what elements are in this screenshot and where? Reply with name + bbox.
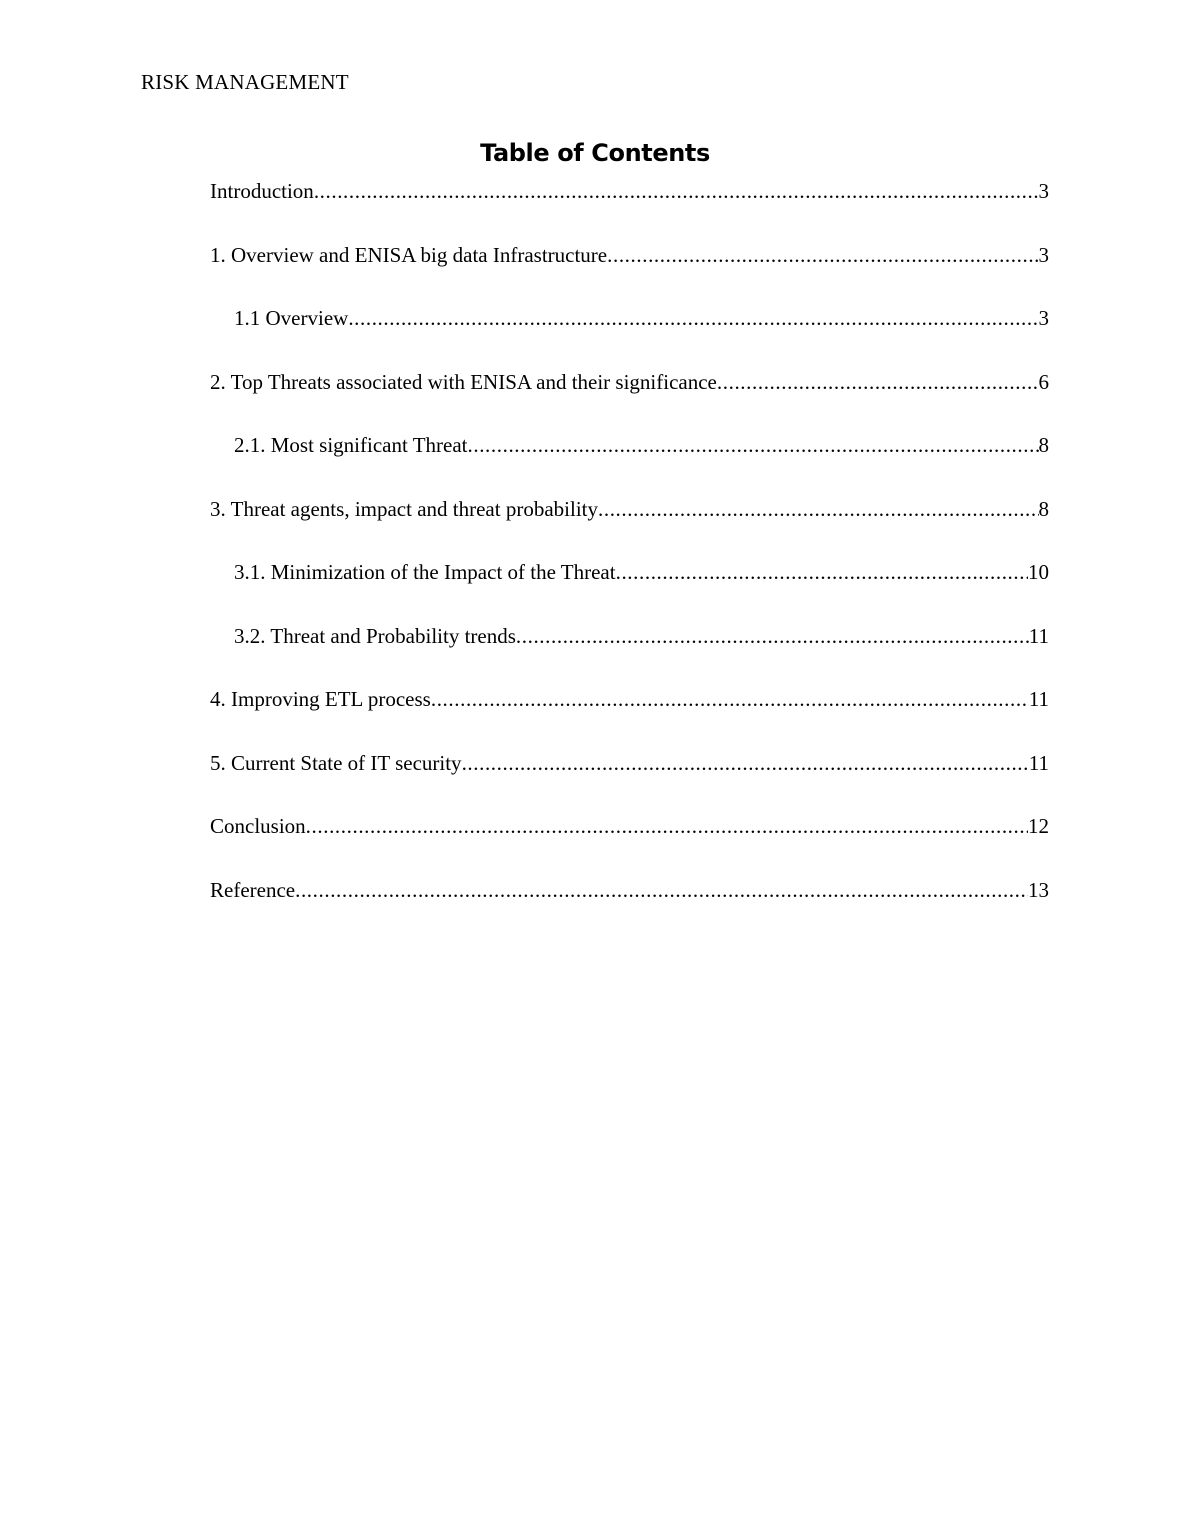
toc-entry-page: 8 (1038, 433, 1049, 457)
toc-entry-top-threats[interactable] (210, 366, 1049, 430)
toc-dot-leader (431, 683, 1029, 715)
toc-dot-leader (348, 302, 1038, 334)
toc-entry-label: 3.1. Minimization of the Impact of the Threat (234, 560, 616, 584)
toc-entry-threat-agents[interactable] (210, 493, 1049, 557)
running-header: RISK MANAGEMENT (141, 70, 349, 94)
toc-entry-label: 1. Overview and ENISA big data Infrastructure (210, 242, 608, 267)
toc-entry-page: 11 (1028, 623, 1049, 648)
toc-dot-leader (306, 810, 1028, 842)
toc-entry-page: 3 (1038, 306, 1049, 330)
toc-entry-label: Conclusion (210, 814, 306, 838)
toc-entry-label: 5. Current State of IT security (210, 750, 462, 775)
toc-entry-page: 12 (1028, 814, 1049, 838)
toc-entry-label: Reference (210, 877, 296, 902)
toc-entry-label: 1.1 Overview (234, 306, 349, 330)
toc-dot-leader (516, 620, 1029, 652)
toc-dot-leader (607, 239, 1038, 271)
toc-entry-label: 3.2. Threat and Probability trends (234, 623, 516, 648)
toc-dot-leader (295, 874, 1028, 906)
toc-entry-page: 3 (1038, 242, 1049, 267)
toc-entry-conclusion[interactable] (210, 810, 1049, 874)
table-of-contents (210, 175, 1049, 937)
toc-dot-leader (598, 493, 1039, 525)
toc-entry-label: Introduction (210, 179, 314, 203)
toc-entry-label: 2. Top Threats associated with ENISA and their significance (210, 369, 717, 394)
toc-entry-current-state-it-security[interactable] (210, 747, 1049, 811)
toc-entry-label: 2.1. Most significant Threat (234, 433, 468, 457)
toc-entry-minimization-of-impact[interactable] (210, 556, 1049, 620)
toc-entry-reference[interactable] (210, 874, 1049, 938)
toc-entry-overview[interactable] (210, 302, 1049, 366)
toc-entry-page: 8 (1038, 496, 1049, 521)
toc-dot-leader (616, 556, 1028, 588)
toc-entry-threat-probability-trends[interactable] (210, 620, 1049, 684)
toc-dot-leader (468, 429, 1039, 461)
toc-entry-introduction[interactable] (210, 175, 1049, 239)
toc-entry-page: 11 (1028, 687, 1049, 711)
toc-entry-page: 6 (1038, 369, 1049, 394)
toc-entry-overview-and-enisa[interactable] (210, 239, 1049, 303)
toc-entry-label: 3. Threat agents, impact and threat probability (210, 496, 598, 521)
toc-entry-page: 13 (1028, 877, 1049, 902)
toc-title: Table of Contents (480, 139, 710, 167)
toc-entry-page: 3 (1038, 179, 1049, 203)
toc-entry-label: 4. Improving ETL process (210, 687, 431, 711)
toc-entry-page: 11 (1028, 750, 1049, 775)
toc-dot-leader (462, 747, 1029, 779)
toc-entry-improving-etl[interactable] (210, 683, 1049, 747)
toc-entry-most-significant-threat[interactable] (210, 429, 1049, 493)
toc-entry-page: 10 (1028, 560, 1049, 584)
toc-dot-leader (717, 366, 1039, 398)
toc-dot-leader (314, 175, 1039, 207)
